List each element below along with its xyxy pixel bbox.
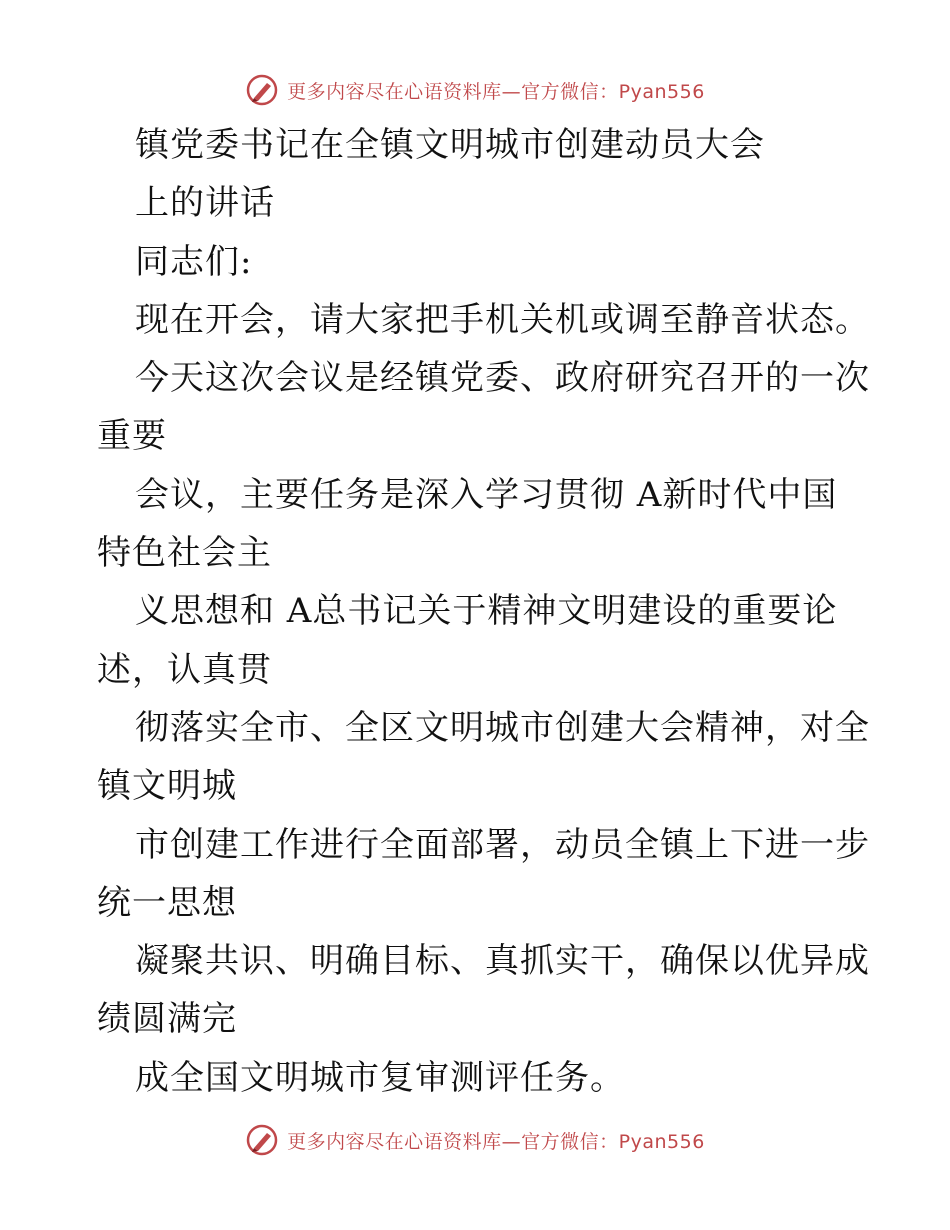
- text-line: 今天这次会议是经镇党委、政府研究召开的一次: [135, 358, 870, 399]
- text-line: 特色社会主: [97, 533, 272, 574]
- text-line: 会议，主要任务是深入学习贯彻 A新时代中国: [135, 474, 838, 515]
- text-line: 凝聚共识、明确目标、真抓实干，确保以优异成: [135, 941, 870, 982]
- footer-banner: [0, 1120, 950, 1160]
- text-line: 绩圆满完: [97, 999, 237, 1040]
- banner-text: 更多内容尽在心语资料库—官方微信：Pyan556: [287, 80, 705, 103]
- text-line: 重要: [97, 416, 167, 457]
- text-line: 成全国文明城市复审测评任务。: [135, 1057, 625, 1098]
- text-line: 上的讲话: [135, 183, 275, 224]
- text-line: 彻落实全市、全区文明城市创建大会精神，对全: [135, 707, 870, 748]
- text-line: 义思想和 A总书记关于精神文明建设的重要论: [135, 591, 838, 632]
- document-body: [97, 116, 870, 1107]
- text-line: 镇党委书记在全镇文明城市创建动员大会: [135, 125, 765, 165]
- banner-text: 更多内容尽在心语资料库—官方微信：Pyan556: [287, 1130, 705, 1153]
- text-line: 现在开会，请大家把手机关机或调至静音状态。: [135, 299, 870, 340]
- text-line: 述，认真贯: [97, 649, 272, 690]
- pen-logo-icon: [245, 1123, 279, 1157]
- header-banner: [0, 70, 950, 110]
- text-line: 统一思想: [97, 882, 237, 923]
- text-line: 同志们:: [135, 241, 253, 282]
- pen-logo-icon: [245, 73, 279, 107]
- text-line: 市创建工作进行全面部署，动员全镇上下进一步: [135, 824, 870, 865]
- text-line: 镇文明城: [97, 766, 237, 807]
